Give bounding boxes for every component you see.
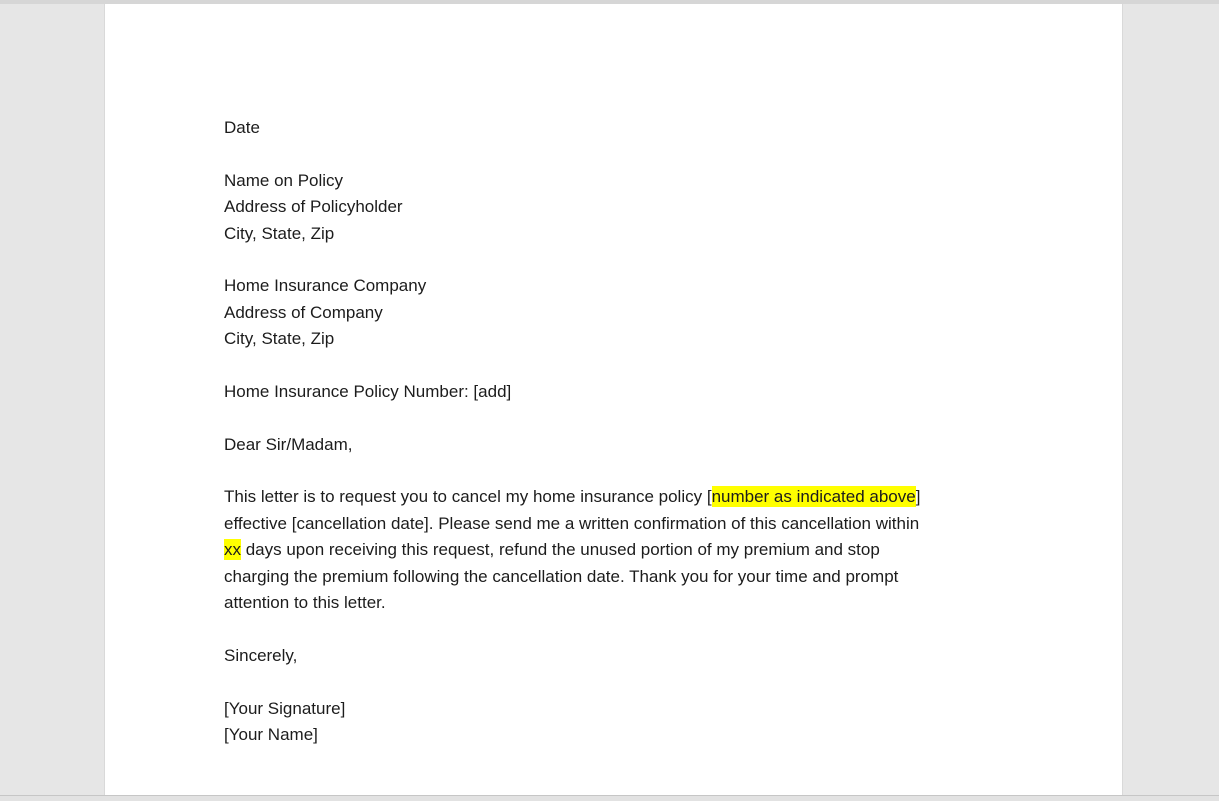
body-text: charging the premium following the cancellation date. Thank you for your time and prompt <box>224 566 899 586</box>
salutation-line: Dear Sir/Madam, <box>224 434 353 454</box>
closing-line: Sincerely, <box>224 645 298 665</box>
name-placeholder-line: [Your Name] <box>224 724 318 744</box>
sender-address-line: Address of Policyholder <box>224 197 403 217</box>
recipient-address-line: Address of Company <box>224 302 383 322</box>
policy-number-line: Home Insurance Policy Number: [add] <box>224 381 512 401</box>
highlighted-text: number as indicated above <box>711 487 916 507</box>
date-block <box>224 115 920 141</box>
body-line <box>224 511 920 537</box>
body-line <box>224 590 920 616</box>
signature-placeholder-line: [Your Signature] <box>224 698 346 718</box>
recipient-company-line: Home Insurance Company <box>224 276 427 296</box>
body-text: days upon receiving this request, refund the unused portion of my premium and stop <box>241 540 880 560</box>
body-text: effective [cancellation date]. Please send me a written confirmation of this cancellation within <box>224 513 920 533</box>
body-text: ] <box>915 487 921 507</box>
body-text: attention to this letter. <box>224 593 386 613</box>
sender-name-line: Name on Policy <box>224 170 344 190</box>
date-line: Date <box>224 118 260 137</box>
body-line <box>224 564 920 590</box>
sender-block <box>224 168 920 247</box>
highlighted-text: xx <box>224 540 241 560</box>
salutation-block <box>224 432 920 458</box>
document-page[interactable] <box>104 4 1123 795</box>
letter-content <box>224 115 920 748</box>
body-line <box>224 537 920 563</box>
letter-body <box>224 484 920 616</box>
viewport-bottom-edge <box>0 795 1219 801</box>
recipient-block <box>224 273 920 352</box>
policy-number-block <box>224 379 920 405</box>
recipient-city-line: City, State, Zip <box>224 329 335 349</box>
sender-city-line: City, State, Zip <box>224 223 335 243</box>
body-line <box>224 484 920 510</box>
body-text: This letter is to request you to cancel my home insurance policy [ <box>224 487 712 507</box>
signature-block <box>224 696 920 749</box>
closing-block <box>224 643 920 669</box>
